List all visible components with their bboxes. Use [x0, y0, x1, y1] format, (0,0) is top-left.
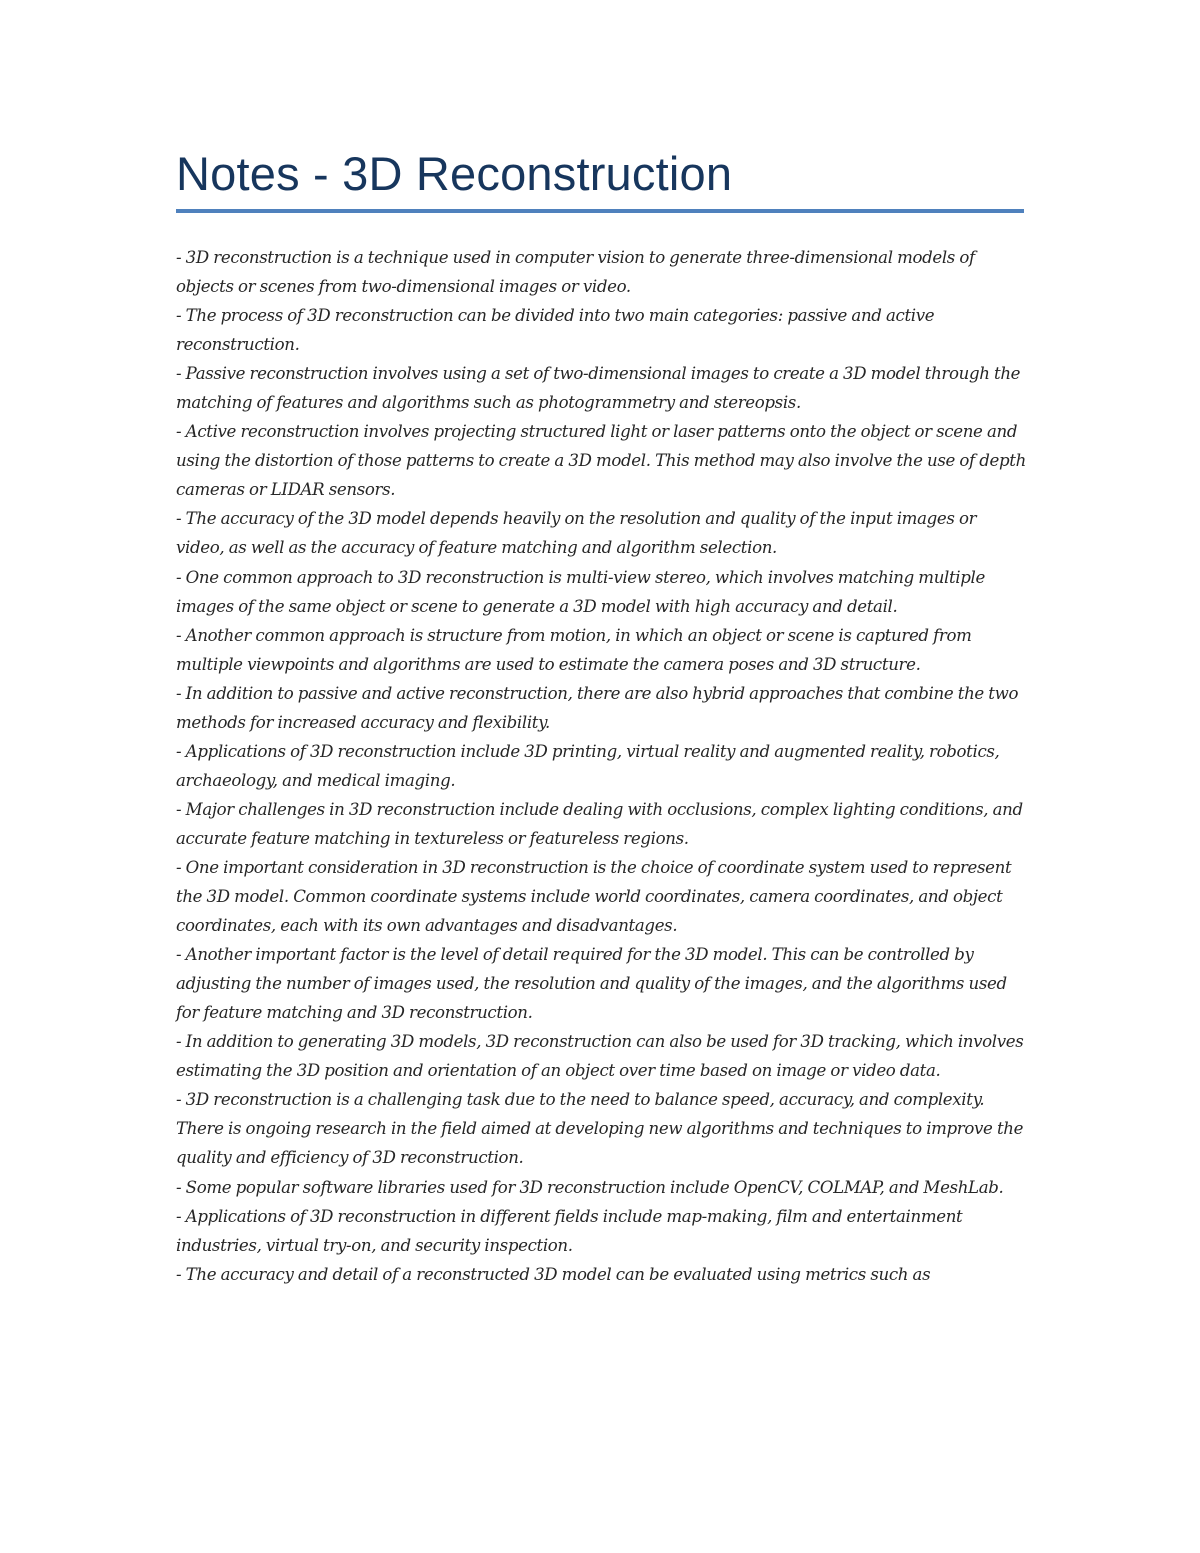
note-item: - Another common approach is structure from motion, in which an object or scene is captured from multiple viewpoints and algorithms are used to estimate the camera poses and 3D structure. [176, 625, 972, 674]
title-underline-divider [176, 209, 1024, 213]
page-title: Notes - 3D Reconstruction [176, 147, 733, 200]
note-item: - One common approach to 3D reconstruction is multi-view stereo, which involves matching multiple images of the same object or scene to generate a 3D model with high accuracy and detail. [176, 567, 985, 616]
note-item: - One important consideration in 3D reconstruction is the choice of coordinate system used to represent the 3D model. Common coordinate systems include world coordinates, camera coordinates, and object coordinates, each with its own advantages and disadvantages. [176, 857, 1012, 936]
note-item: - In addition to passive and active reconstruction, there are also hybrid approaches that combine the two methods for increased accuracy and flexibility. [176, 683, 1019, 732]
note-item: - Active reconstruction involves projecting structured light or laser patterns onto the object or scene and using the distortion of those patterns to create a 3D model. This method may also involve the use of depth cameras or LIDAR sensors. [176, 422, 1026, 500]
note-item: - 3D reconstruction is a challenging task due to the need to balance speed, accuracy, and complexity. There is ongoing research in the field aimed at developing new algorithms and techniques to improve the quality and efficiency of 3D reconstruction. [176, 1090, 1024, 1168]
note-item: - Applications of 3D reconstruction in different fields include map-making, film and entertainment industries, virtual try-on, and security inspection. [176, 1206, 963, 1255]
note-item: - Some popular software libraries used for 3D reconstruction include OpenCV, COLMAP, and MeshLab. [176, 1177, 1004, 1197]
notes-list [176, 243, 1026, 1289]
note-item: - The accuracy of the 3D model depends heavily on the resolution and quality of the input images or video, as well as the accuracy of feature matching and algorithm selection. [176, 509, 977, 558]
note-item: - The process of 3D reconstruction can be divided into two main categories: passive and active reconstruction. [176, 306, 935, 355]
note-item: - Another important factor is the level of detail required for the 3D model. This can be controlled by adjusting the number of images used, the resolution and quality of the images, and the algorithms used for feature matching and 3D reconstruction. [176, 945, 1007, 1023]
note-item: - Passive reconstruction involves using a set of two-dimensional images to create a 3D model through the matching of features and algorithms such as photogrammetry and stereopsis. [176, 364, 1021, 413]
note-item: - 3D reconstruction is a technique used in computer vision to generate three-dimensional models of objects or scenes from two-dimensional images or video. [176, 248, 975, 297]
note-item: - Major challenges in 3D reconstruction include dealing with occlusions, complex lighting conditions, and accurate feature matching in textureless or featureless regions. [176, 799, 1023, 848]
note-item: - Applications of 3D reconstruction include 3D printing, virtual reality and augmented reality, robotics, archaeology, and medical imaging. [176, 741, 1000, 790]
note-item: - The accuracy and detail of a reconstructed 3D model can be evaluated using metrics such as [176, 1264, 931, 1284]
note-item: - In addition to generating 3D models, 3D reconstruction can also be used for 3D tracking, which involves estimating the 3D position and orientation of an object over time based on image or video data. [176, 1032, 1024, 1081]
